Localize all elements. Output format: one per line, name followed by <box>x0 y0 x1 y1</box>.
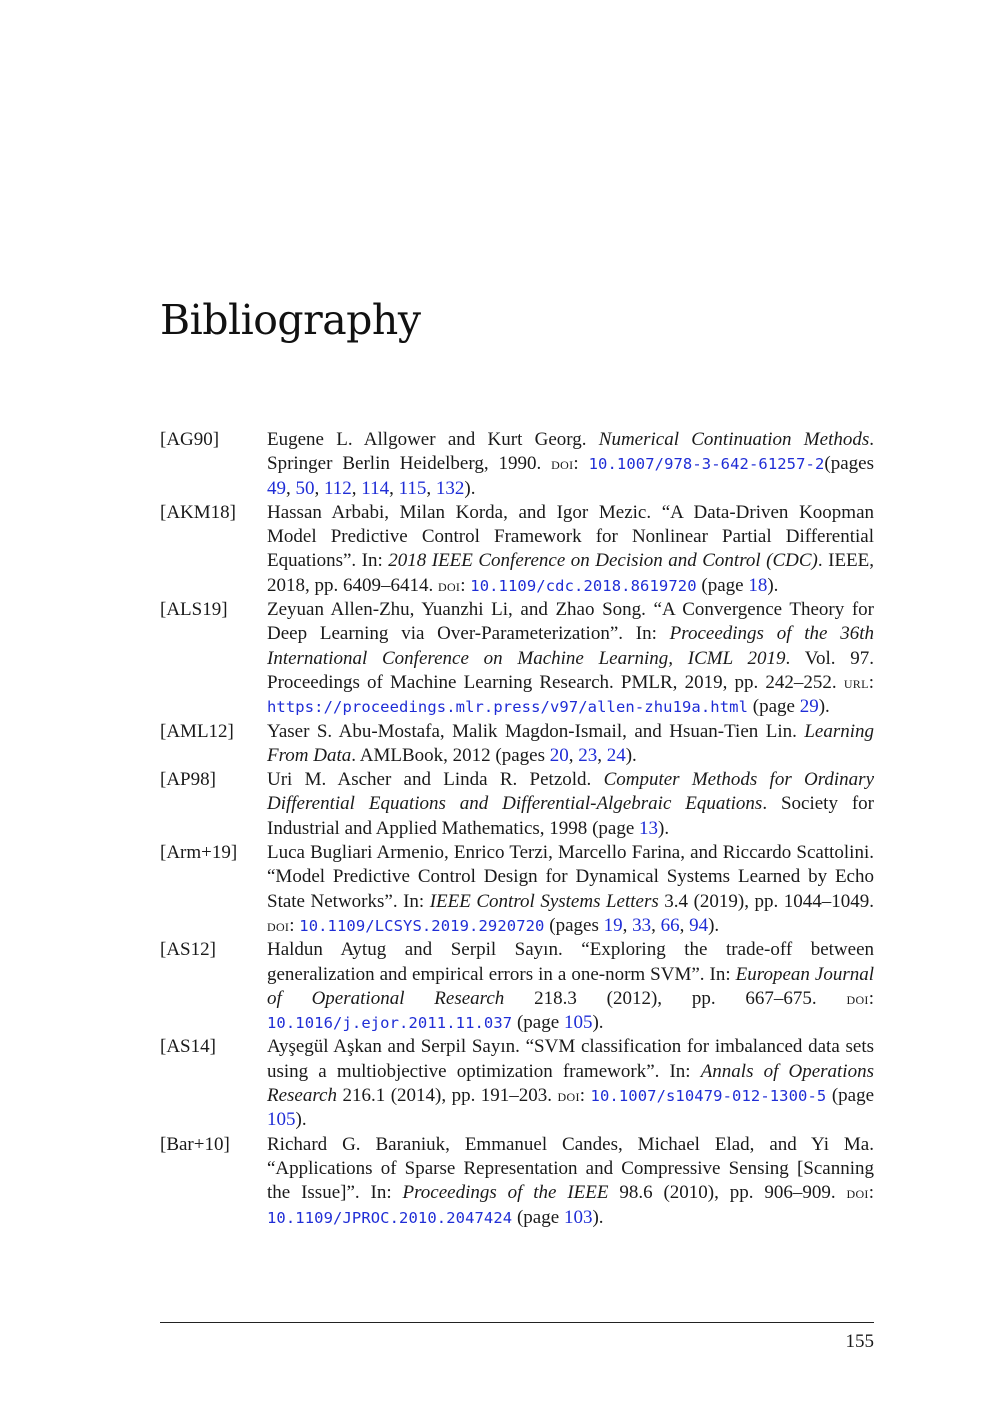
bib-entry <box>160 720 874 769</box>
doi-link[interactable]: 10.1007/s10479-012-1300-5 <box>590 1087 827 1106</box>
reference-venue: European Journal of Operational Research <box>267 963 874 1009</box>
identifier-label: doi <box>557 1086 580 1106</box>
page-ref-prefix: (page <box>748 696 800 718</box>
citation-key: [AS12] <box>160 939 216 961</box>
doi-link[interactable]: 10.1109/cdc.2018.8619720 <box>470 576 697 595</box>
page-ref-link[interactable]: 33 <box>632 914 652 936</box>
citation-key: [Bar+10] <box>160 1133 230 1155</box>
page-ref-prefix: (page <box>826 1085 875 1107</box>
page-ref-prefix: (pages <box>495 744 550 766</box>
reference-authors: Hassan Arbabi, Milan Korda, and Igor Mezic. <box>267 501 652 523</box>
citation-key: [AS14] <box>160 1036 216 1058</box>
page-ref-link[interactable]: 105 <box>267 1109 296 1131</box>
page-ref-suffix: ). <box>818 696 830 718</box>
reference-publication: 218.3 (2012), pp. 667–675. <box>504 987 847 1009</box>
reference-text: Ayşegül Aşkan and Serpil Sayın. “SVM classification for imbalanced data sets using a multiobjective optimization framework”. In: Annals of Operations Research 216.1 (2014), pp. 191–203. doi: 10.1007/s10479-012-1300-5 (page 105). <box>267 1036 875 1131</box>
reference-authors: Eugene L. Allgower and Kurt Georg. <box>267 429 587 450</box>
reference-authors: Ayşegül Aşkan and Serpil Sayın. <box>267 1036 520 1058</box>
citation-key: [AML12] <box>160 720 234 742</box>
citation-key: [ALS19] <box>160 599 228 621</box>
reference-authors: Haldun Aytug and Serpil Sayın. <box>267 939 563 961</box>
bib-entry <box>160 841 874 938</box>
reference-authors: Zeyuan Allen-Zhu, Yuanzhi Li, and Zhao Song. <box>267 599 646 621</box>
page-ref-link[interactable]: 24 <box>606 744 626 766</box>
reference-title: “SVM classification for imbalanced data sets using a multiobjective optimization framework”. In: <box>267 1036 874 1082</box>
reference-title: Numerical Continuation Methods <box>598 429 870 450</box>
reference-venue: 2018 IEEE Conference on Decision and Control (CDC) <box>388 550 818 572</box>
bibliography-list <box>160 428 874 1230</box>
doi-link[interactable]: 10.1007/978-3-642-61257-2 <box>588 455 825 474</box>
reference-text: Zeyuan Allen-Zhu, Yuanzhi Li, and Zhao Song. “A Convergence Theory for Deep Learning via Over-Parameterization”. In: Proceedings of the 36th International Conference on Machine Learning, ICML 2019. Vol. 97. Proceedings of Machine Learning Research. PMLR, 2019, pp. 242–252. url: https://proceedings.mlr.press/v97/allen-zhu19a.html (page 29). <box>267 599 874 718</box>
bib-entry <box>160 1133 874 1230</box>
reference-title: Learning From Data <box>267 720 875 766</box>
reference-publication: . Vol. 97. Proceedings of Machine Learning Research. PMLR, 2019, pp. 242–252. <box>267 647 874 693</box>
page-ref-link[interactable]: 29 <box>799 696 819 718</box>
citation-key: [AKM18] <box>160 501 236 523</box>
reference-title: “Applications of Sparse Representation and Compressive Sensing [Scanning the Issue]”. In: <box>267 1157 874 1204</box>
page-ref-link[interactable]: 103 <box>563 1206 593 1228</box>
page-ref-prefix: (pages <box>824 453 874 475</box>
identifier-label: doi <box>551 454 574 474</box>
identifier-label: doi <box>846 988 869 1008</box>
reference-title: Computer Methods for Ordinary Differential Equations and Differential-Algebraic Equations <box>267 769 875 815</box>
page-title: Bibliography <box>160 296 421 344</box>
reference-text: Eugene L. Allgower and Kurt Georg. Numerical Continuation Methods. Springer Berlin Heidelberg, 1990. doi: 10.1007/978-3-642-61257-2(pages 49, 50, 112, 114, 115, 132). <box>267 429 874 499</box>
reference-text: Hassan Arbabi, Milan Korda, and Igor Mezic. “A Data-Driven Koopman Model Predictive Control Framework for Nonlinear Partial Differential Equations”. In: 2018 IEEE Conference on Decision and Control (CDC). IEEE, 2018, pp. 6409–6414. doi: 10.1109/cdc.2018.8619720 (page 18). <box>267 501 875 596</box>
page-ref-prefix: (pages <box>544 914 604 936</box>
citation-key: [Arm+19] <box>160 842 238 864</box>
reference-publication: . Society for Industrial and Applied Mathematics, 1998 <box>267 793 874 839</box>
bib-entry <box>160 938 874 1035</box>
bib-entry <box>160 768 874 841</box>
reference-publication: 216.1 (2014), pp. 191–203. <box>337 1085 558 1107</box>
page-ref-link[interactable]: 115 <box>398 477 427 499</box>
page-ref-suffix: ). <box>767 574 779 596</box>
page-ref-suffix: ). <box>592 1206 604 1228</box>
doi-link[interactable]: 10.1109/JPROC.2010.2047424 <box>267 1208 513 1227</box>
reference-text: Yaser S. Abu-Mostafa, Malik Magdon-Ismail, and Hsuan-Tien Lin. Learning From Data. AMLBook, 2012 (pages 20, 23, 24). <box>267 720 875 766</box>
reference-venue: Annals of Operations Research <box>267 1060 874 1107</box>
page-ref-link[interactable]: 18 <box>748 574 768 596</box>
page-ref-suffix: ). <box>658 817 670 839</box>
citation-key: [AP98] <box>160 769 216 791</box>
bib-entry <box>160 501 874 598</box>
page-ref-suffix: ). <box>295 1109 307 1131</box>
reference-venue: Proceedings of the IEEE <box>402 1182 609 1204</box>
page-ref-link[interactable]: 105 <box>563 1012 593 1034</box>
page-ref-link[interactable]: 20 <box>549 744 569 766</box>
doi-link[interactable]: 10.1016/j.ejor.2011.11.037 <box>267 1014 513 1033</box>
reference-publication: . Springer Berlin Heidelberg, 1990. <box>267 429 874 475</box>
reference-authors: Uri M. Ascher and Linda R. Petzold. <box>267 769 592 791</box>
citation-key: [AG90] <box>160 429 220 450</box>
page-ref-link[interactable]: 132 <box>435 477 465 499</box>
reference-title: “A Convergence Theory for Deep Learning via Over-Parameterization”. In: <box>267 599 874 645</box>
identifier-label: doi <box>267 915 290 935</box>
reference-title: “Exploring the trade-off between generalization and empirical errors in a one-norm SVM”. In: <box>267 939 874 985</box>
reference-venue: IEEE Control Systems Letters <box>429 890 659 912</box>
page-ref-suffix: ). <box>708 914 720 936</box>
page-ref-link[interactable]: 114 <box>361 477 390 499</box>
identifier-label: doi <box>438 575 461 595</box>
reference-title: “A Data-Driven Koopman Model Predictive Control Framework for Nonlinear Partial Differential Equations”. In: <box>267 501 875 572</box>
page-ref-link[interactable]: 94 <box>689 914 709 936</box>
reference-title: “Model Predictive Control Design for Dynamical Systems Learned by Echo State Networks”. In: <box>267 866 874 912</box>
url-link[interactable]: https://proceedings.mlr.press/v97/allen-zhu19a.html <box>267 698 749 717</box>
page-ref-link[interactable]: 50 <box>295 477 315 499</box>
page-ref-link[interactable]: 13 <box>639 817 659 839</box>
identifier-label: doi <box>846 1183 869 1203</box>
doi-link[interactable]: 10.1109/LCSYS.2019.2920720 <box>299 916 545 935</box>
page-ref-prefix: (page <box>512 1012 564 1034</box>
identifier-label: url <box>843 672 869 692</box>
reference-text <box>267 768 874 841</box>
reference-text: Luca Bugliari Armenio, Enrico Terzi, Marcello Farina, and Riccardo Scattolini. “Model Predictive Control Design for Dynamical Systems Learned by Echo State Networks”. In: IEEE Control Systems Letters 3.4 (2019), pp. 1044–1049. doi: 10.1109/LCSYS.2019.2920720 (pages 19, 33, 66, 94). <box>267 842 875 936</box>
page-ref-prefix: (page <box>592 817 640 839</box>
page-ref-suffix: ). <box>625 744 637 766</box>
page-ref-link[interactable]: 49 <box>267 477 286 499</box>
footer-rule <box>160 1322 874 1323</box>
reference-authors: Yaser S. Abu-Mostafa, Malik Magdon-Ismail, and Hsuan-Tien Lin. <box>267 720 797 742</box>
reference-authors: Richard G. Baraniuk, Emmanuel Candes, Michael Elad, and Yi Ma. <box>267 1133 874 1155</box>
reference-publication: . AMLBook, 2012 <box>351 744 496 766</box>
reference-publication: 98.6 (2010), pp. 906–909. <box>608 1182 847 1204</box>
reference-text: Haldun Aytug and Serpil Sayın. “Exploring the trade-off between generalization and empirical errors in a one-norm SVM”. In: European Journal of Operational Research 218.3 (2012), pp. 667–675. doi: 10.1016/j.ejor.2011.11.037 (page 105). <box>267 939 875 1034</box>
page-ref-prefix: (page <box>696 574 749 596</box>
bib-entry <box>160 1035 874 1132</box>
page-ref-link[interactable]: 23 <box>578 744 598 766</box>
bib-entry <box>160 598 874 719</box>
page-ref-link[interactable]: 112 <box>324 477 352 499</box>
reference-publication: 3.4 (2019), pp. 1044–1049. <box>658 890 875 912</box>
page-ref-suffix: ). <box>592 1012 604 1034</box>
bib-entry <box>160 428 874 501</box>
page-ref-link[interactable]: 66 <box>660 914 680 936</box>
reference-publication: . IEEE, 2018, pp. 6409–6414. <box>267 550 875 596</box>
reference-authors: Luca Bugliari Armenio, Enrico Terzi, Marcello Farina, and Riccardo Scattolini. <box>267 842 874 864</box>
reference-venue: Proceedings of the 36th International Conference on Machine Learning, ICML 2019 <box>267 623 874 669</box>
page-number: 155 <box>845 1331 874 1352</box>
page-ref-link[interactable]: 19 <box>603 914 623 936</box>
reference-text: Richard G. Baraniuk, Emmanuel Candes, Michael Elad, and Yi Ma. “Applications of Sparse Representation and Compressive Sensing [Scanning the Issue]”. In: Proceedings of the IEEE 98.6 (2010), pp. 906–909. doi: 10.1109/JPROC.2010.2047424 (page 103). <box>267 1133 875 1228</box>
page-ref-prefix: (page <box>512 1206 564 1228</box>
page-ref-suffix: ). <box>464 477 476 499</box>
